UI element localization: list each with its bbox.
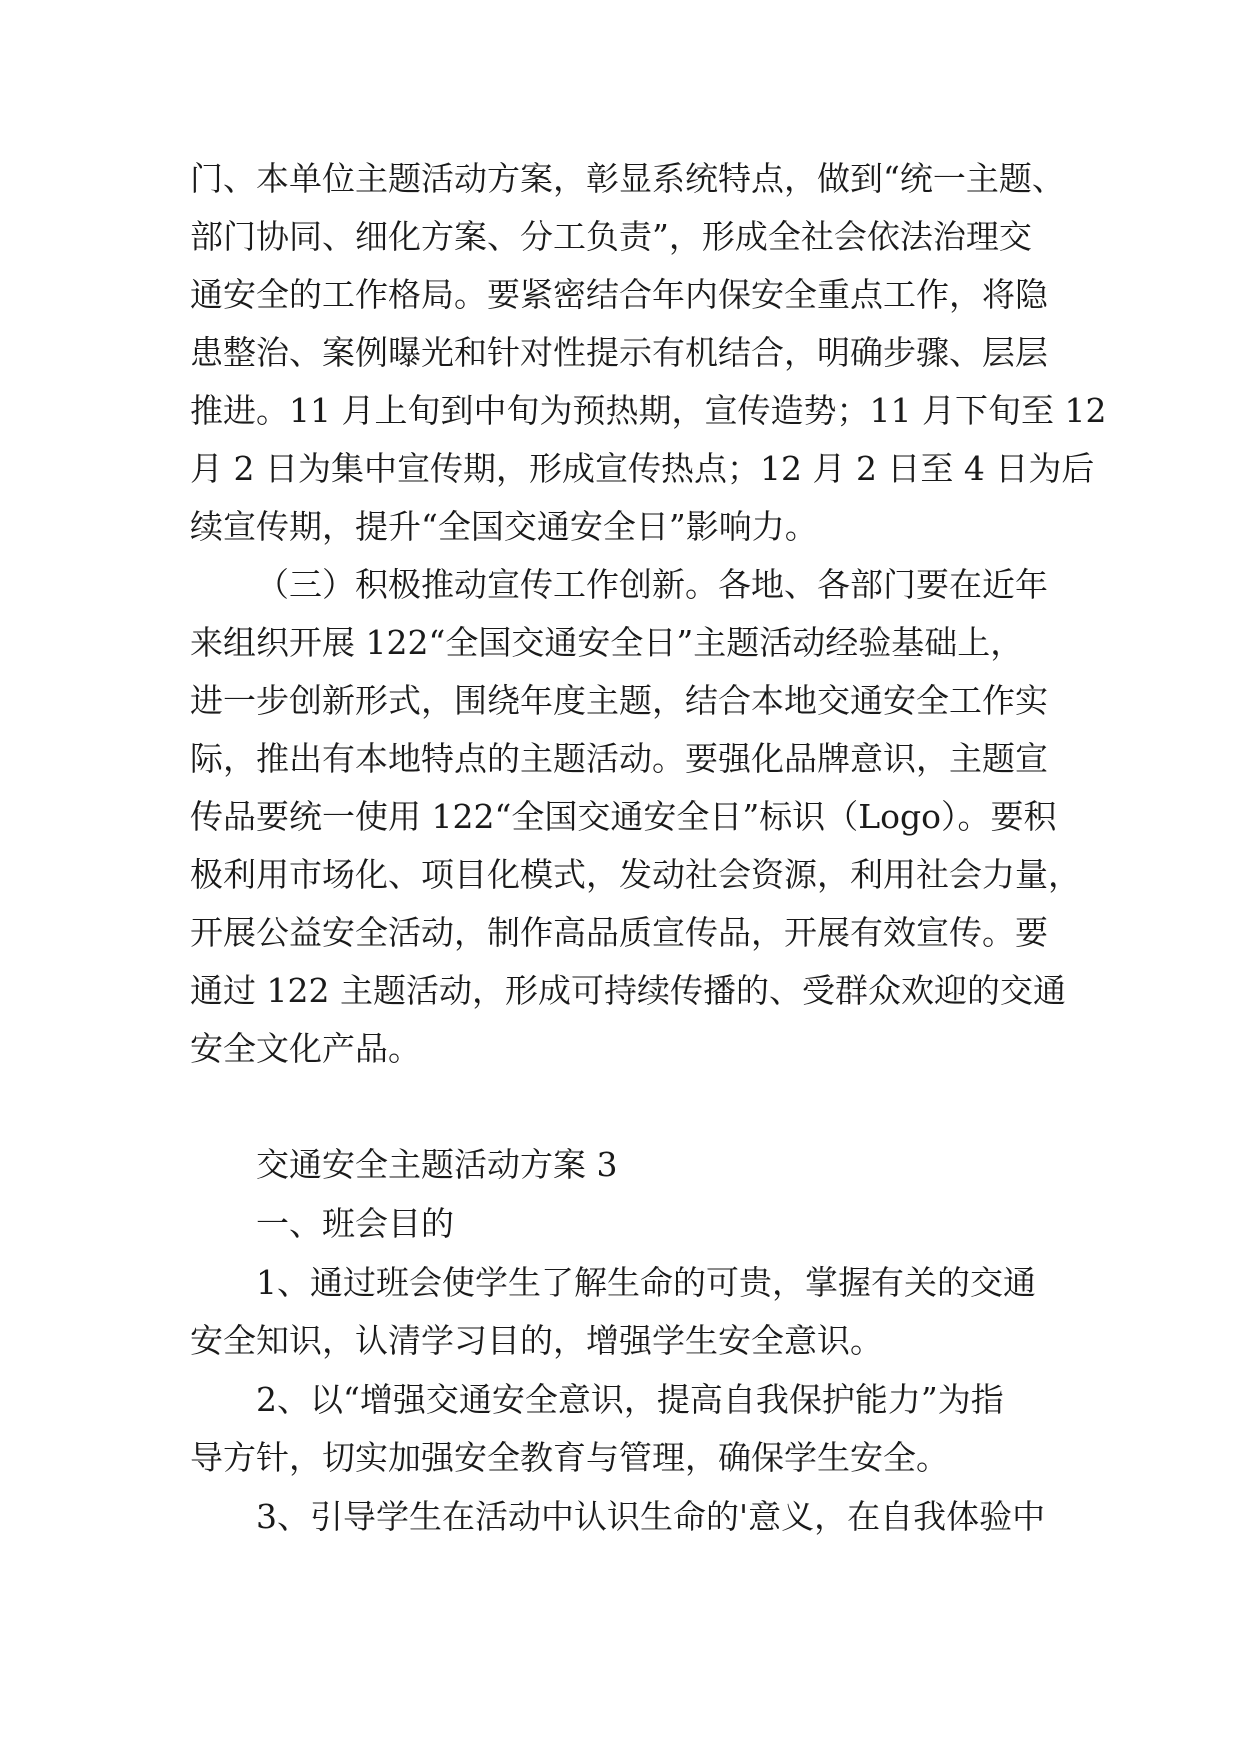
paragraph-line: 3、引导学生在活动中认识生命的'意义，在自我体验中 bbox=[256, 1497, 1046, 1536]
paragraph-line: 月 2 日为集中宣传期，形成宣传热点；12 月 2 日至 4 日为后 bbox=[190, 449, 1095, 488]
paragraph-line: 患整治、案例曝光和针对性提示有机结合，明确步骤、层层 bbox=[190, 333, 1048, 372]
paragraph-line: 安全知识，认清学习目的，增强学生安全意识。 bbox=[190, 1321, 883, 1360]
paragraph-line: 极利用市场化、项目化模式，发动社会资源，利用社会力量， bbox=[190, 855, 1081, 894]
section-heading: 交通安全主题活动方案 3 bbox=[256, 1145, 618, 1184]
paragraph-line: 进一步创新形式，围绕年度主题，结合本地交通安全工作实 bbox=[190, 681, 1048, 720]
paragraph-line: 传品要统一使用 122“全国交通安全日”标识（Logo）。要积 bbox=[190, 797, 1057, 836]
paragraph-line: 来组织开展 122“全国交通安全日”主题活动经验基础上， bbox=[190, 623, 1024, 662]
paragraph-line: （三）积极推动宣传工作创新。各地、各部门要在近年 bbox=[256, 565, 1048, 604]
paragraph-line: 安全文化产品。 bbox=[190, 1029, 421, 1068]
paragraph-line: 通过 122 主题活动，形成可持续传播的、受群众欢迎的交通 bbox=[190, 971, 1066, 1010]
paragraph-line: 通安全的工作格局。要紧密结合年内保安全重点工作，将隐 bbox=[190, 275, 1048, 314]
paragraph-line: 续宣传期，提升“全国交通安全日”影响力。 bbox=[190, 507, 818, 546]
subheading: 一、班会目的 bbox=[256, 1204, 454, 1243]
paragraph-line: 开展公益安全活动，制作高品质宣传品，开展有效宣传。要 bbox=[190, 913, 1048, 952]
paragraph-line: 部门协同、细化方案、分工负责”，形成全社会依法治理交 bbox=[190, 217, 1032, 256]
paragraph-line: 门、本单位主题活动方案，彰显系统特点，做到“统一主题、 bbox=[190, 159, 1065, 198]
paragraph-line: 导方针，切实加强安全教育与管理，确保学生安全。 bbox=[190, 1438, 949, 1477]
paragraph-line: 推进。11 月上旬到中旬为预热期，宣传造势；11 月下旬至 12 bbox=[190, 391, 1107, 430]
paragraph-line: 1、通过班会使学生了解生命的可贵，掌握有关的交通 bbox=[256, 1263, 1036, 1302]
paragraph-line: 2、以“增强交通安全意识，提高自我保护能力”为指 bbox=[256, 1380, 1004, 1419]
paragraph-line: 际，推出有本地特点的主题活动。要强化品牌意识，主题宣 bbox=[190, 739, 1048, 778]
